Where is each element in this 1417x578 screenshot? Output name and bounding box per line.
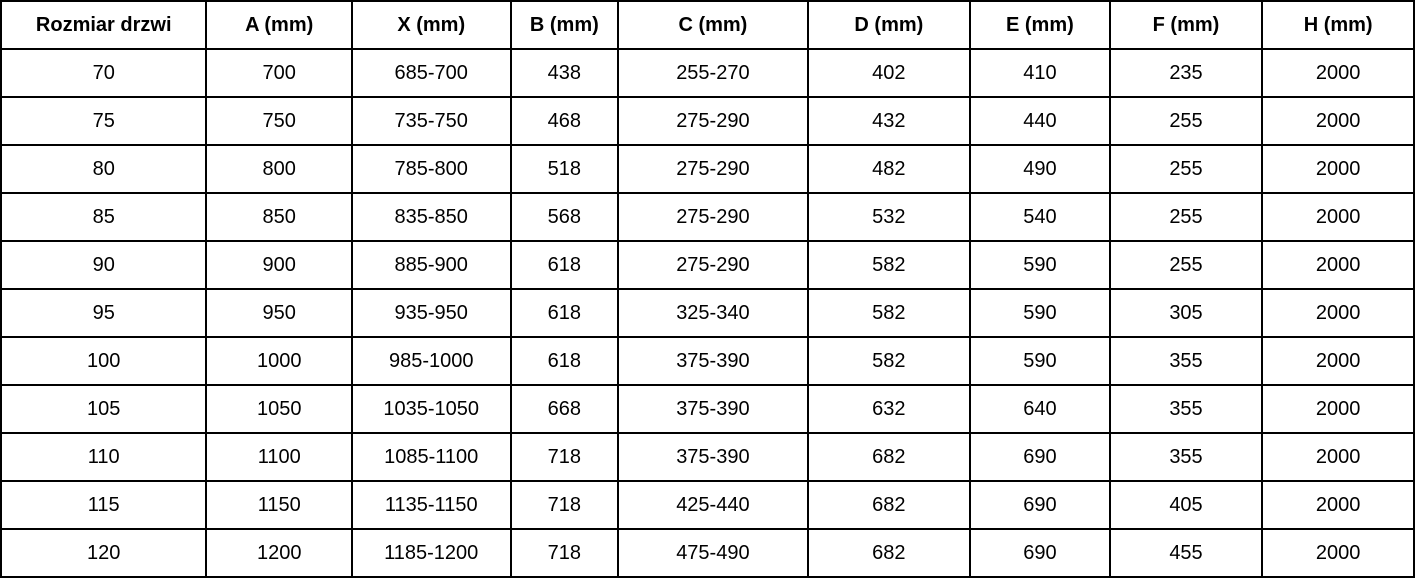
column-header: E (mm) xyxy=(970,1,1110,49)
cell: 355 xyxy=(1110,337,1263,385)
cell: 1100 xyxy=(206,433,352,481)
cell: 885-900 xyxy=(352,241,511,289)
table-row xyxy=(1,97,1414,145)
cell: 785-800 xyxy=(352,145,511,193)
table-row xyxy=(1,49,1414,97)
table-row xyxy=(1,193,1414,241)
cell: 2000 xyxy=(1262,337,1414,385)
cell: 718 xyxy=(511,433,619,481)
table-row xyxy=(1,385,1414,433)
cell: 850 xyxy=(206,193,352,241)
cell: 482 xyxy=(808,145,970,193)
cell: 2000 xyxy=(1262,433,1414,481)
table-row xyxy=(1,289,1414,337)
cell: 718 xyxy=(511,529,619,577)
cell: 2000 xyxy=(1262,529,1414,577)
cell: 105 xyxy=(1,385,206,433)
cell: 275-290 xyxy=(618,97,807,145)
cell: 690 xyxy=(970,481,1110,529)
cell: 375-390 xyxy=(618,337,807,385)
cell: 402 xyxy=(808,49,970,97)
cell: 1200 xyxy=(206,529,352,577)
table-row xyxy=(1,481,1414,529)
cell: 90 xyxy=(1,241,206,289)
cell: 275-290 xyxy=(618,241,807,289)
cell: 2000 xyxy=(1262,241,1414,289)
cell: 582 xyxy=(808,337,970,385)
cell: 235 xyxy=(1110,49,1263,97)
column-header: B (mm) xyxy=(511,1,619,49)
cell: 590 xyxy=(970,241,1110,289)
cell: 950 xyxy=(206,289,352,337)
cell: 935-950 xyxy=(352,289,511,337)
column-header: X (mm) xyxy=(352,1,511,49)
cell: 690 xyxy=(970,529,1110,577)
cell: 1185-1200 xyxy=(352,529,511,577)
cell: 490 xyxy=(970,145,1110,193)
cell: 1135-1150 xyxy=(352,481,511,529)
cell: 432 xyxy=(808,97,970,145)
cell: 355 xyxy=(1110,433,1263,481)
cell: 255 xyxy=(1110,97,1263,145)
cell: 2000 xyxy=(1262,193,1414,241)
cell: 405 xyxy=(1110,481,1263,529)
cell: 668 xyxy=(511,385,619,433)
cell: 410 xyxy=(970,49,1110,97)
cell: 618 xyxy=(511,337,619,385)
cell: 2000 xyxy=(1262,481,1414,529)
cell: 532 xyxy=(808,193,970,241)
cell: 425-440 xyxy=(618,481,807,529)
cell: 690 xyxy=(970,433,1110,481)
cell: 590 xyxy=(970,289,1110,337)
cell: 275-290 xyxy=(618,193,807,241)
cell: 582 xyxy=(808,241,970,289)
cell: 718 xyxy=(511,481,619,529)
cell: 568 xyxy=(511,193,619,241)
cell: 375-390 xyxy=(618,433,807,481)
cell: 900 xyxy=(206,241,352,289)
cell: 640 xyxy=(970,385,1110,433)
cell: 682 xyxy=(808,433,970,481)
cell: 255 xyxy=(1110,145,1263,193)
cell: 2000 xyxy=(1262,49,1414,97)
cell: 618 xyxy=(511,289,619,337)
cell: 735-750 xyxy=(352,97,511,145)
cell: 120 xyxy=(1,529,206,577)
cell: 682 xyxy=(808,529,970,577)
column-header: A (mm) xyxy=(206,1,352,49)
cell: 275-290 xyxy=(618,145,807,193)
cell: 455 xyxy=(1110,529,1263,577)
cell: 110 xyxy=(1,433,206,481)
table-row xyxy=(1,433,1414,481)
header-row xyxy=(1,1,1414,49)
cell: 1000 xyxy=(206,337,352,385)
table-row xyxy=(1,145,1414,193)
cell: 2000 xyxy=(1262,289,1414,337)
cell: 85 xyxy=(1,193,206,241)
table-body xyxy=(1,49,1414,577)
cell: 1150 xyxy=(206,481,352,529)
cell: 540 xyxy=(970,193,1110,241)
cell: 95 xyxy=(1,289,206,337)
cell: 70 xyxy=(1,49,206,97)
column-header: C (mm) xyxy=(618,1,807,49)
cell: 1085-1100 xyxy=(352,433,511,481)
cell: 985-1000 xyxy=(352,337,511,385)
cell: 80 xyxy=(1,145,206,193)
table-row xyxy=(1,241,1414,289)
table-row xyxy=(1,529,1414,577)
cell: 518 xyxy=(511,145,619,193)
cell: 75 xyxy=(1,97,206,145)
cell: 375-390 xyxy=(618,385,807,433)
cell: 100 xyxy=(1,337,206,385)
cell: 800 xyxy=(206,145,352,193)
column-header: D (mm) xyxy=(808,1,970,49)
cell: 468 xyxy=(511,97,619,145)
cell: 325-340 xyxy=(618,289,807,337)
cell: 1050 xyxy=(206,385,352,433)
cell: 305 xyxy=(1110,289,1263,337)
cell: 255 xyxy=(1110,241,1263,289)
cell: 1035-1050 xyxy=(352,385,511,433)
cell: 590 xyxy=(970,337,1110,385)
cell: 682 xyxy=(808,481,970,529)
cell: 632 xyxy=(808,385,970,433)
cell: 750 xyxy=(206,97,352,145)
table-row xyxy=(1,337,1414,385)
cell: 440 xyxy=(970,97,1110,145)
cell: 582 xyxy=(808,289,970,337)
cell: 700 xyxy=(206,49,352,97)
cell: 475-490 xyxy=(618,529,807,577)
cell: 835-850 xyxy=(352,193,511,241)
column-header: F (mm) xyxy=(1110,1,1263,49)
cell: 2000 xyxy=(1262,145,1414,193)
column-header: Rozmiar drzwi xyxy=(1,1,206,49)
cell: 685-700 xyxy=(352,49,511,97)
cell: 2000 xyxy=(1262,385,1414,433)
cell: 2000 xyxy=(1262,97,1414,145)
cell: 618 xyxy=(511,241,619,289)
cell: 355 xyxy=(1110,385,1263,433)
cell: 115 xyxy=(1,481,206,529)
cell: 255-270 xyxy=(618,49,807,97)
cell: 255 xyxy=(1110,193,1263,241)
column-header: H (mm) xyxy=(1262,1,1414,49)
cell: 438 xyxy=(511,49,619,97)
